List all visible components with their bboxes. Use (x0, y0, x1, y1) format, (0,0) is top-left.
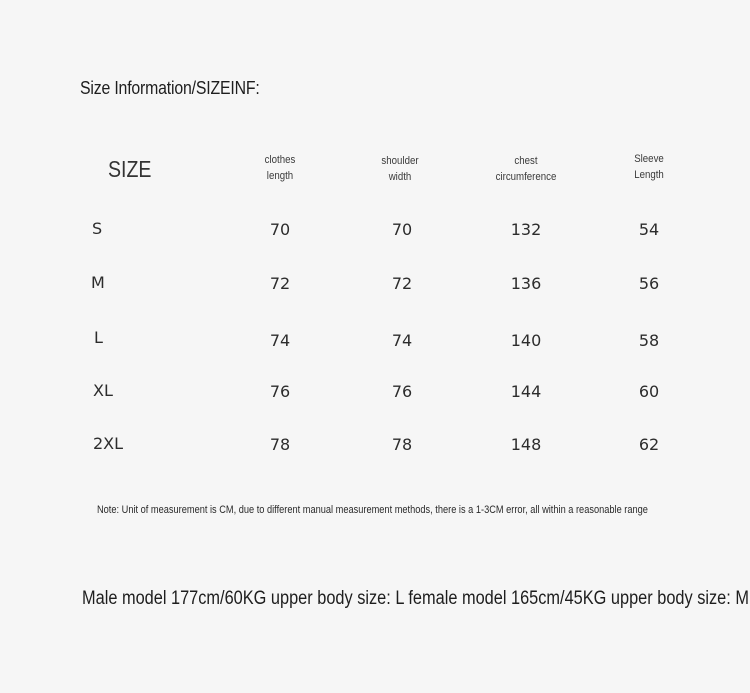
column-header-clothes-length: clothes length (264, 154, 296, 182)
table-cell: 136 (510, 274, 542, 293)
row-size-label: XL (93, 381, 113, 400)
table-cell: 78 (391, 435, 413, 454)
column-header-sleeve-length: Sleeve Length (634, 153, 664, 181)
column-header-shoulder-width: shoulder width (381, 155, 419, 183)
table-cell: 74 (269, 331, 291, 350)
page-heading: Size Information/SIZEINF: (80, 78, 260, 98)
table-cell: 58 (638, 331, 660, 350)
row-size-label: M (91, 273, 105, 292)
row-size-label: 2XL (93, 434, 124, 453)
table-cell: 132 (510, 220, 542, 239)
table-cell: 70 (391, 220, 413, 239)
table-cell: 60 (638, 382, 660, 401)
table-cell: 72 (391, 274, 413, 293)
table-cell: 148 (510, 435, 542, 454)
table-cell: 56 (638, 274, 660, 293)
table-cell: 76 (391, 382, 413, 401)
table-cell: 54 (638, 220, 660, 239)
table-cell: 78 (269, 435, 291, 454)
measurement-note: Note: Unit of measurement is CM, due to different manual measurement methods, there is a 1-3CM error, all within a reasonable range (97, 504, 648, 516)
model-info: Male model 177cm/60KG upper body size: L female model 165cm/45KG upper body size: M (82, 588, 749, 609)
table-cell: 62 (638, 435, 660, 454)
table-cell: 144 (510, 382, 542, 401)
row-size-label: L (94, 328, 103, 347)
table-cell: 72 (269, 274, 291, 293)
table-cell: 76 (269, 382, 291, 401)
column-header-chest-circumference: chest circumference (495, 155, 557, 183)
table-cell: 74 (391, 331, 413, 350)
table-cell: 140 (510, 331, 542, 350)
table-cell: 70 (269, 220, 291, 239)
size-column-header: SIZE (108, 156, 152, 182)
row-size-label: S (92, 219, 103, 238)
